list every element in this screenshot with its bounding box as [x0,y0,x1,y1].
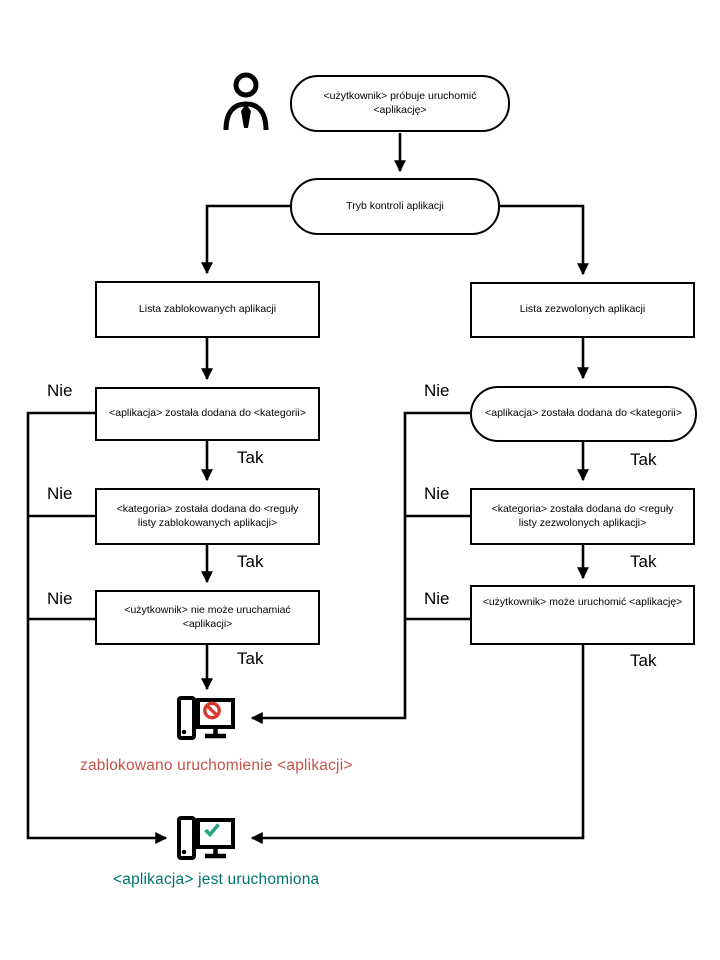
left-step2-line2: listy zablokowanych aplikacji> [137,516,278,529]
left-step3-line2: <aplikacji> [182,617,233,630]
node-start [290,75,510,132]
right-step3-label: <użytkownik> może uruchomić <aplikację> [482,596,683,608]
edge-label-no: Nie [424,484,450,503]
user-icon [221,72,271,134]
edge-label-yes: Tak [237,649,264,668]
node-left-app-in-category [95,387,320,441]
allowed-outcome-text: <aplikacja> jest uruchomiona [113,871,320,888]
computer-running-icon [176,816,236,864]
node-right-category-in-rule [470,488,695,545]
edge-label-yes: Tak [630,450,657,469]
edge-label-no: Nie [424,589,450,608]
edge-label-no: Nie [47,381,73,400]
right-step2-line1: <kategoria> została dodana do <reguły [491,502,674,515]
edge-label-no: Nie [47,589,73,608]
left-step3-line1: <użytkownik> nie może uruchamiać [124,603,291,616]
edge-label-no: Nie [47,484,73,503]
node-right-can-run [470,585,695,645]
node-allowlist [470,282,695,338]
right-step2-line2: listy zezwolonych aplikacji> [518,516,647,529]
node-denylist [95,281,320,338]
computer-blocked-icon [176,696,236,744]
control-mode-label: Tryb kontroli aplikacji [346,199,444,212]
right-step1-label: <aplikacja> została dodana do <kategorii> [485,407,682,420]
node-right-app-in-category [470,386,697,442]
node-control-mode [290,178,500,235]
edge-label-yes: Tak [630,651,657,670]
blocked-outcome-text: zablokowano uruchomienie <aplikacji> [80,757,353,774]
edge-label-yes: Tak [237,448,264,467]
allowlist-label: Lista zezwolonych aplikacji [519,303,646,316]
start-line2: <aplikację> [373,103,427,116]
left-step1-label: <aplikacja> została dodana do <kategorii> [109,407,306,420]
node-left-category-in-rule [95,488,320,545]
edge-label-yes: Tak [630,552,657,571]
left-step2-line1: <kategoria> została dodana do <reguły [116,502,299,515]
node-left-cannot-run [95,590,320,645]
denylist-label: Lista zablokowanych aplikacji [138,302,277,315]
edge-label-yes: Tak [237,552,264,571]
start-line1: <użytkownik> próbuje uruchomić [323,89,477,102]
edge-label-no: Nie [424,381,450,400]
